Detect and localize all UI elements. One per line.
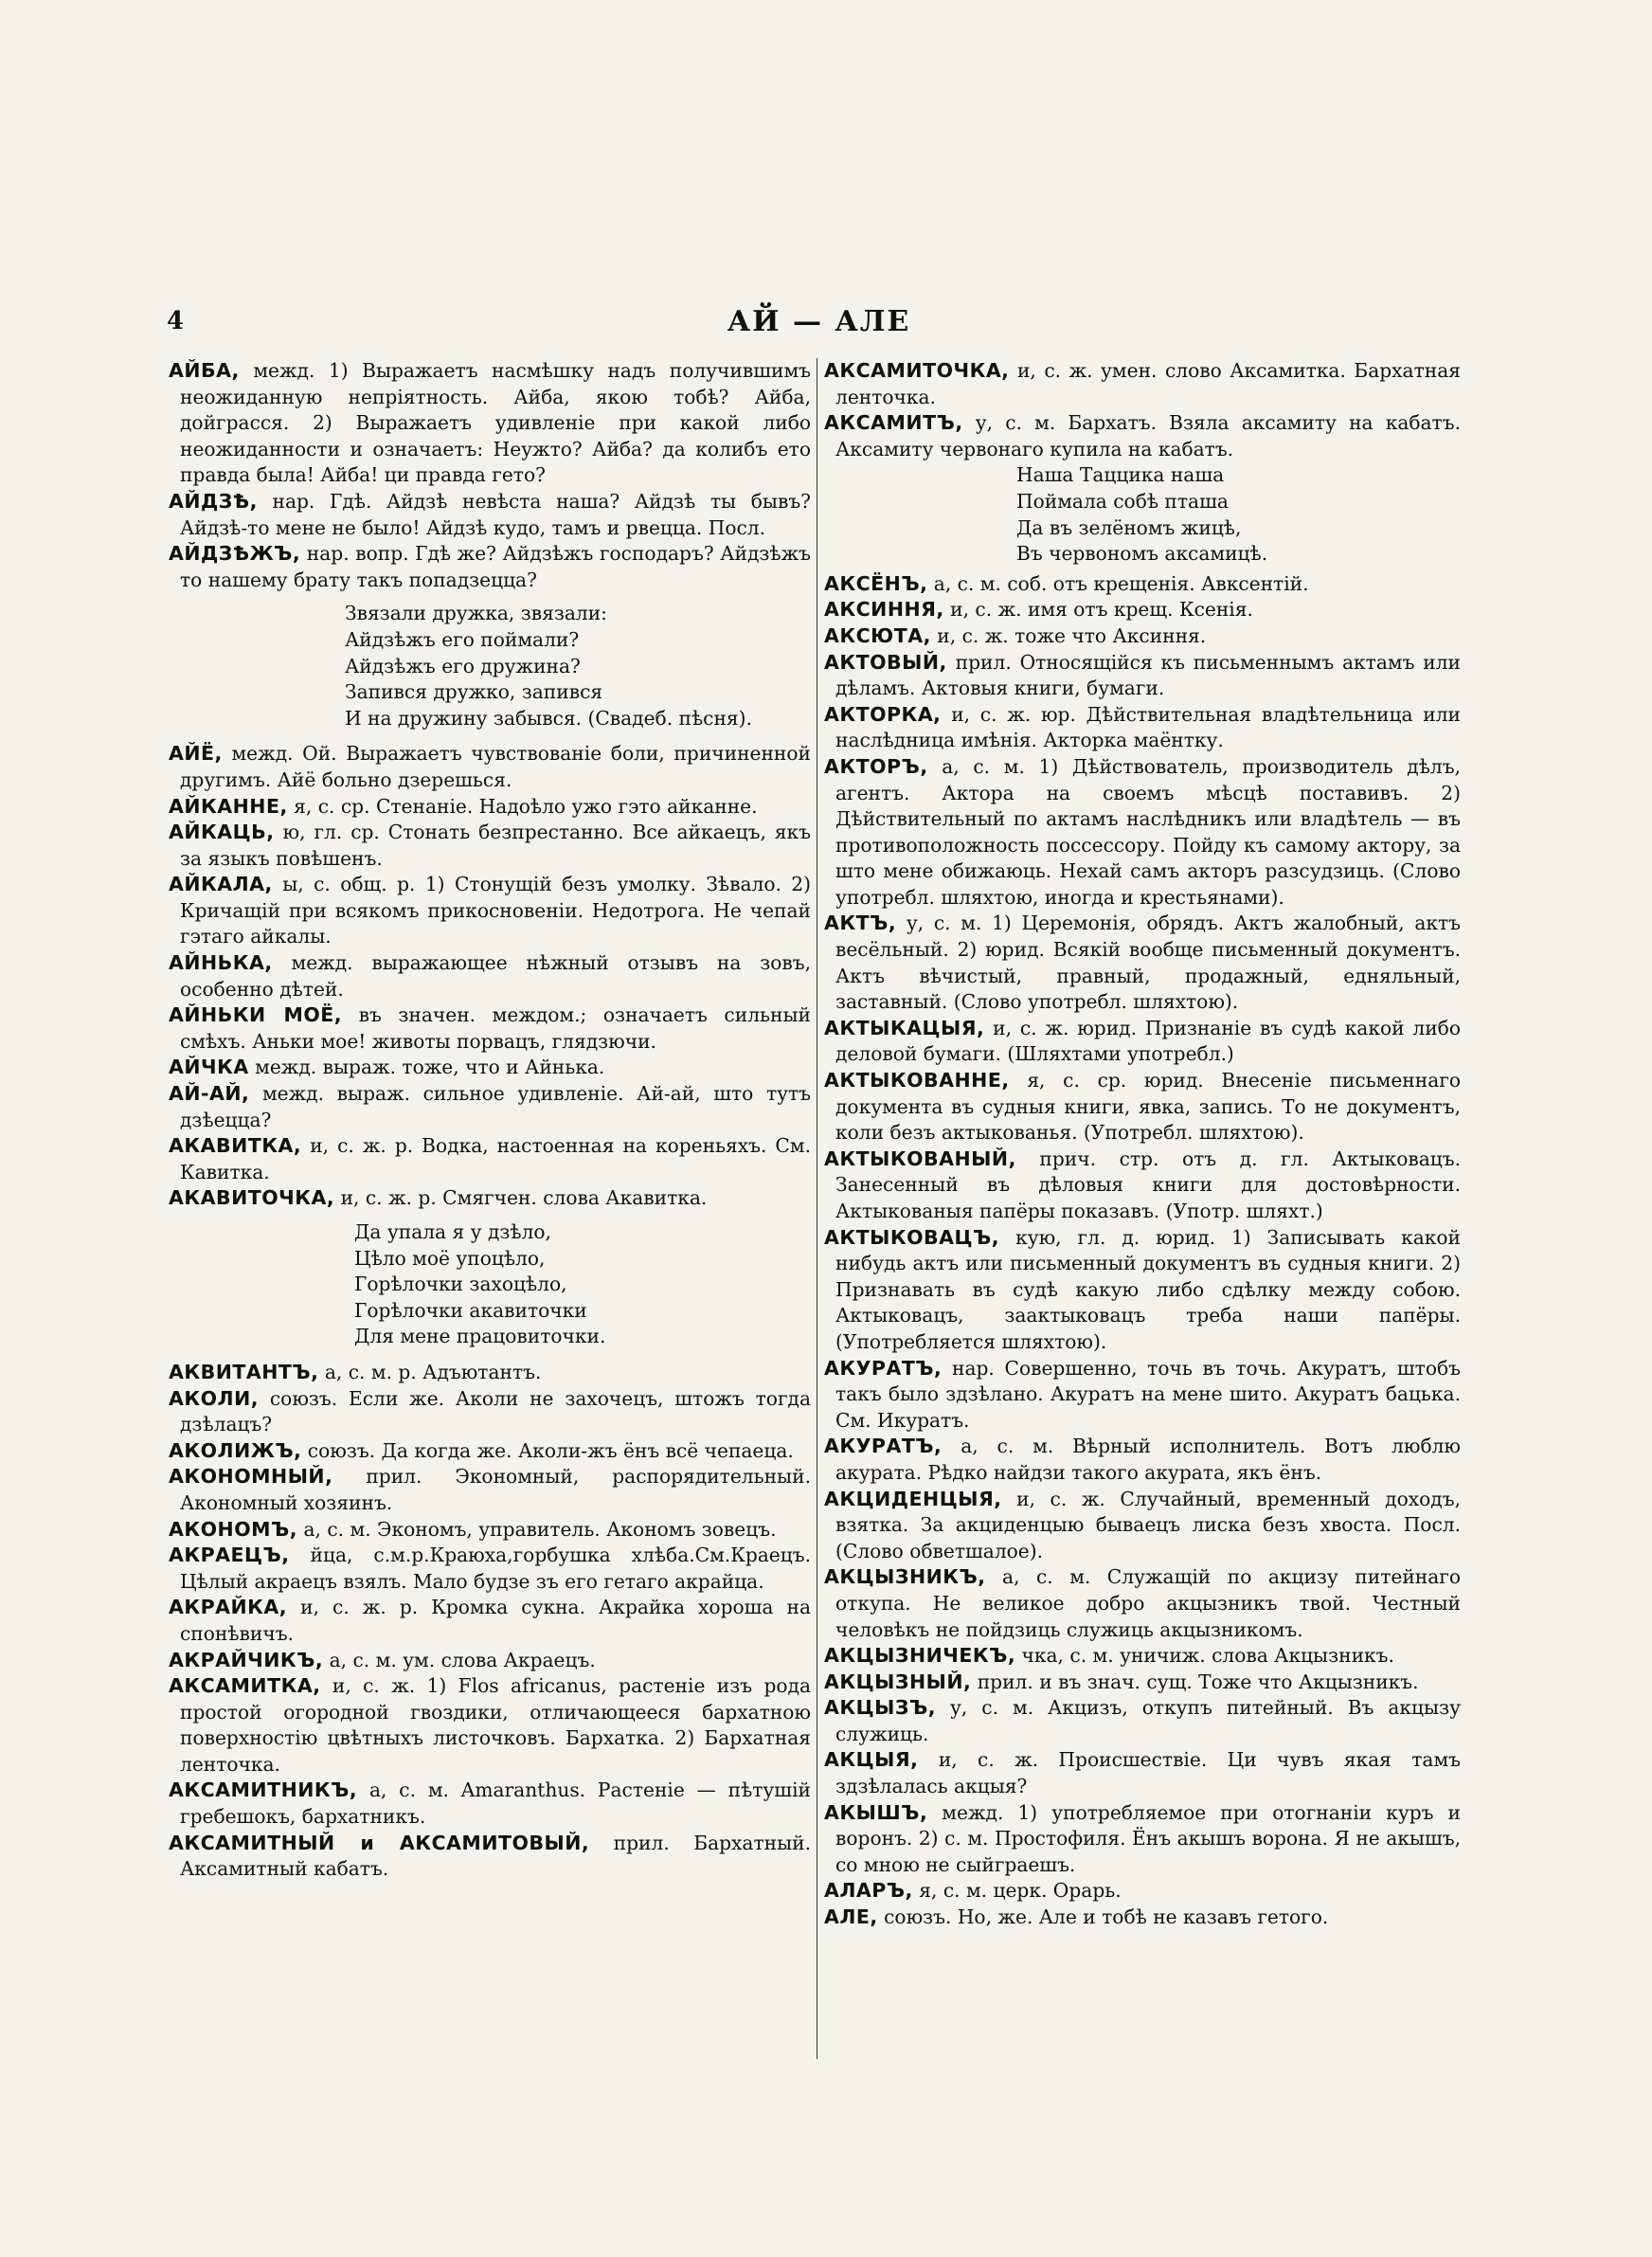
dictionary-entry: [824, 1356, 1461, 1435]
definition-text: йца, с.м.р.Краюха,горбушка хлѣба.См.Краецъ. Цѣлый акраецъ взялъ. Мало будзе зъ его гетаго акрайца.: [180, 1544, 811, 1593]
definition-text: и, с. ж. 1) Flos africanus, растеніе изъ рода простой огородной гвоздики, отличающееся бархатною поверхностію цвѣтныхъ листочковъ. Бархатка. 2) Бархатная ленточка.: [180, 1674, 811, 1776]
definition-text: прил. Экономный, распорядительный. Акономный хозяинъ.: [180, 1465, 811, 1514]
verse-line: И на дружину забывся. (Свадеб. пѣсня).: [345, 706, 752, 730]
headword: АКСИННЯ,: [824, 598, 944, 622]
headword: АЙДЗѢ,: [169, 489, 258, 513]
dictionary-entry: [169, 1081, 811, 1133]
dictionary-entry: [824, 1643, 1461, 1670]
definition-text: межд. выражающее нѣжный отзывъ на зовъ, особенно дѣтей.: [180, 951, 811, 1001]
dictionary-entry: [169, 741, 811, 793]
definition-text: межд. Ой. Выражаетъ чувствованіе боли, причиненной другимъ. Айё больно дзерешься.: [180, 742, 811, 791]
headword: АЙКАННЕ,: [169, 794, 288, 818]
headword: АЙНЬКА,: [169, 951, 273, 975]
definition-text: и, с. ж. р. Водка, настоенная на кореньяхъ. См. Кавитка.: [180, 1134, 811, 1183]
headword: АКТОРЪ,: [824, 754, 928, 778]
headword: АКУРАТЪ,: [824, 1435, 943, 1458]
dictionary-entry: [824, 911, 1461, 1015]
dictionary-entry: [169, 1133, 811, 1185]
headword: АКТЪ,: [824, 912, 897, 935]
dictionary-entry: [824, 1695, 1461, 1747]
headword: АКОЛИ,: [169, 1386, 260, 1410]
headword: АЙКАЦЬ,: [169, 821, 275, 844]
headword: АКЦЫЗНИКЪ,: [824, 1565, 986, 1589]
headword: АКРАЙКА,: [169, 1596, 288, 1619]
verse-line: Звязали дружка, звязали:: [345, 602, 607, 625]
left-column: [169, 358, 811, 1883]
dictionary-entry: [169, 541, 811, 593]
dictionary-entry: [169, 820, 811, 872]
definition-text: у, с. м. Бархатъ. Взяла аксамиту на кабатъ. Аксамиту червонаго купила на кабатъ.: [835, 411, 1461, 460]
headword: АКСАМИТНИКЪ,: [169, 1779, 358, 1802]
dictionary-entry: [169, 794, 811, 821]
definition-text: а, с. м. р. Адъютантъ.: [318, 1360, 542, 1383]
running-title: АЙ — АЛЕ: [727, 305, 911, 338]
headword: АКАВИТОЧКА,: [169, 1186, 335, 1210]
verse-line: Айдзѣжъ его поймали?: [345, 627, 580, 651]
headword: АЙБА,: [169, 359, 240, 382]
dictionary-entry: [824, 1747, 1461, 1799]
dictionary-entry: [169, 1831, 811, 1883]
definition-text: а, с. м. Вѣрный исполнитель. Вотъ люблю акурата. Рѣдко найдзи такого акурата, якъ ёнъ.: [835, 1435, 1461, 1484]
dictionary-entry: [169, 1055, 811, 1081]
dictionary-entry: [824, 1434, 1461, 1486]
dictionary-entry: [824, 410, 1461, 462]
definition-text: чка, с. м. уничиж. слова Акцызникъ.: [1015, 1644, 1394, 1668]
dictionary-entry: [824, 1225, 1461, 1356]
definition-text: и, с. ж. р. Кромка сукна. Акрайка хороша на спонѣвичъ.: [180, 1596, 811, 1645]
verse-quote: [169, 601, 811, 731]
headword: АКТЫКОВАНЫЙ,: [824, 1147, 1016, 1170]
headword: АКТЫКОВАННЕ,: [824, 1069, 1010, 1092]
dictionary-entry: [824, 1905, 1461, 1931]
verse-line: Для мене працовиточки.: [354, 1325, 606, 1348]
dictionary-entry: [824, 702, 1461, 754]
headword: АКСЮТА,: [824, 623, 931, 647]
headword: АКСАМИТНЫЙ и АКСАМИТОВЫЙ,: [169, 1831, 590, 1854]
dictionary-entry: [824, 1878, 1461, 1905]
definition-text: союзъ. Если же. Аколи не захочецъ, штожъ тогда дзѣлацъ?: [180, 1386, 811, 1436]
dictionary-entry: [169, 1543, 811, 1595]
headword: АКТЫКОВАЦЪ,: [824, 1225, 1000, 1249]
definition-text: кую, гл. д. юрид. 1) Записывать какой нибудь актъ или письменный документъ въ судныя книги. 2) Признавать въ судѣ какую либо сдѣлку между собою. Актыковацъ, заактыковацъ треба наши папёры. (Употребляется шляхтою).: [835, 1225, 1461, 1353]
dictionary-entry: [824, 1487, 1461, 1565]
dictionary-entry: [824, 1016, 1461, 1068]
definition-text: а, с. м. Amaranthus. Растеніе — пѣтушій гребешокъ, бархатникъ.: [180, 1779, 811, 1829]
dictionary-entry: [169, 1360, 811, 1386]
headword: АЙЁ,: [169, 742, 223, 766]
headword: АЙНЬКИ МОЁ,: [169, 1003, 343, 1027]
verse-line: Цѣло моё упоцѣло,: [354, 1246, 546, 1270]
definition-text: нар. Совершенно, точь въ точь. Акуратъ, штобъ такъ было здзѣлано. Акуратъ на мене шито. Акуратъ бацька. См. Икуратъ.: [835, 1356, 1461, 1432]
headword: АЙДЗѢЖЪ,: [169, 542, 301, 566]
dictionary-entry: [169, 1673, 811, 1778]
definition-text: союзъ. Но, же. Але и тобѣ не казавъ гетого.: [877, 1905, 1329, 1929]
headword: АКРАЕЦЪ,: [169, 1544, 290, 1567]
headword: АКЦЫЗЪ,: [824, 1696, 936, 1720]
definition-text: и, с. ж. Происшествіе. Ци чувъ якая тамъ здзѣлалась акцыя?: [835, 1748, 1461, 1798]
verse-line: Да упала я у дзѣло,: [354, 1220, 551, 1243]
definition-text: межд. выраж. тоже, что и Айнька.: [248, 1056, 605, 1079]
definition-text: и, с. ж. р. Смягчен. слова Акавитка.: [334, 1186, 708, 1210]
dictionary-entry: [169, 1778, 811, 1830]
dictionary-entry: [169, 950, 811, 1002]
dictionary-entry: [169, 1517, 811, 1544]
definition-text: а, с. м. 1) Дѣйствователь, производитель дѣлъ, агентъ. Актора на своемъ мѣсцѣ поставивъ. 2) Дѣйствительный по актамъ наслѣдникъ или владѣтель — въ противоположность поссессору. Пойду къ самому актору, за што мене обижаюць. Нехай самъ акторъ разсудзиць. (Слово употребл. шляхтою, иногда и крестьянами).: [835, 754, 1461, 909]
headword: АКСАМИТЪ,: [824, 411, 963, 435]
headword: АКЦИДЕНЦЫЯ,: [824, 1487, 1002, 1510]
headword: АКТЫКАЦЫЯ,: [824, 1016, 985, 1039]
definition-text: нар. Гдѣ. Айдзѣ невѣста наша? Айдзѣ ты бывъ? Айдзѣ-то мене не было! Айдзѣ кудо, тамъ и рвецца. Посл.: [180, 489, 811, 539]
dictionary-entry: [169, 489, 811, 541]
verse-line: Въ червономъ аксамицѣ.: [1016, 542, 1268, 566]
dictionary-entry: [824, 1670, 1461, 1696]
definition-text: межд. выраж. сильное удивленіе. Ай-ай, што тутъ дзѣецца?: [180, 1082, 811, 1131]
page-header: [163, 301, 1475, 343]
definition-text: ю, гл. ср. Стонать безпрестанно. Все айкаецъ, якъ за языкъ повѣшенъ.: [180, 821, 811, 870]
dictionary-entry: [169, 1002, 811, 1055]
dictionary-entry: [824, 1068, 1461, 1147]
verse-quote: [169, 1219, 811, 1350]
headword: АКОНОМНЫЙ,: [169, 1465, 333, 1489]
headword: АКЦЫЗНЫЙ,: [824, 1670, 972, 1693]
dictionary-entry: [824, 358, 1461, 410]
verse-line: Да въ зелёномъ жицѣ,: [1016, 515, 1242, 539]
headword: АЙЧКА: [169, 1056, 249, 1079]
definition-text: я, с. ср. Стенаніе. Надоѣло ужо гэто айканне.: [287, 794, 758, 818]
headword: АКСАМИТОЧКА,: [824, 359, 1010, 382]
dictionary-entry: [169, 1595, 811, 1647]
headword: АКРАЙЧИКЪ,: [169, 1648, 324, 1671]
dictionary-entry: [824, 623, 1461, 650]
headword: АКЦЫЯ,: [824, 1748, 919, 1772]
verse-quote: [824, 462, 1461, 567]
dictionary-entry: [169, 358, 811, 489]
dictionary-entry: [824, 597, 1461, 623]
definition-text: ы, с. общ. р. 1) Стонущій безъ умолку. Зѣвало. 2) Кричащій при всякомъ прикосновеніи. Недотрога. Не чепай гэтаго айкалы.: [180, 873, 811, 948]
headword: АКСЁНЪ,: [824, 571, 928, 595]
definition-text: прич. стр. отъ д. гл. Актыковацъ. Занесенный въ дѣловыя книги для достовѣрности. Актыкованыя папёры показавъ. (Употр. шляхт.): [835, 1147, 1461, 1222]
dictionary-entry: [824, 1147, 1461, 1225]
definition-text: межд. 1) Выражаетъ насмѣшку надъ получившимъ неожиданную непріятность. Айба, якою тобѣ? Айба, дойграсся. 2) Выражаетъ удивленіе при какой либо неожиданности и означаетъ: Неужто? Айба? да колибъ ето правда была! Айба! ци правда гето?: [180, 359, 811, 487]
headword: АКУРАТЪ,: [824, 1356, 943, 1380]
headword: АКЦЫЗНИЧЕКЪ,: [824, 1644, 1016, 1668]
definition-text: я, с. м. церк. Орарь.: [912, 1879, 1122, 1903]
headword: АКСАМИТКА,: [169, 1674, 321, 1698]
dictionary-entry: [169, 872, 811, 950]
headword: АКЫШЪ,: [824, 1800, 928, 1824]
dictionary-entry: [169, 1386, 811, 1438]
dictionary-entry: [824, 1564, 1461, 1643]
dictionary-entry: [169, 1464, 811, 1516]
right-column: [824, 358, 1461, 1931]
headword: АЙ-АЙ,: [169, 1082, 250, 1106]
definition-text: въ значен. междом.; означаетъ сильный смѣхъ. Аньки мое! животы порвацъ, глядзючи.: [180, 1003, 811, 1053]
headword: АКОНОМЪ,: [169, 1517, 298, 1541]
definition-text: и, с. ж. тоже что Аксиння.: [930, 623, 1207, 647]
dictionary-entry: [169, 1185, 811, 1212]
definition-text: и, с. ж. юр. Дѣйствительная владѣтельница или наслѣдница имѣнія. Акторка маёнтку.: [835, 702, 1461, 752]
definition-text: прил. Бархатный. Аксамитный кабатъ.: [180, 1831, 812, 1881]
dictionary-entry: [824, 1800, 1461, 1879]
definition-text: у, с. м. 1) Церемонія, обрядъ. Актъ жалобный, актъ весёльный. 2) юрид. Всякій вообще письменный документъ. Актъ вѣчистый, правный, продажный, едняльный, заставный. (Слово употребл. шляхтою).: [835, 912, 1461, 1014]
definition-text: а, с. м. Служащій по акцизу питейнаго откупа. Не великое добро акцызникъ твой. Честный человѣкъ не пойдзиць служиць акцызникомъ.: [835, 1565, 1461, 1641]
definition-text: прил. Относящійся къ письменнымъ актамъ или дѣламъ. Актовыя книги, бумаги.: [835, 650, 1461, 700]
definition-text: а, с. м. ум. слова Акраецъ.: [323, 1648, 596, 1671]
definition-text: и, с. ж. Случайный, временный доходъ, взятка. За акциденцыю бываецъ лиска безъ хвоста. Посл. (Слово обветшалое).: [835, 1487, 1461, 1562]
dictionary-entry: [824, 571, 1461, 598]
headword: АКТОВЫЙ,: [824, 650, 947, 674]
dictionary-entry: [169, 1648, 811, 1674]
headword: АКОЛИЖЪ,: [169, 1438, 302, 1462]
verse-line: Горѣлочки акавиточки: [354, 1298, 587, 1322]
definition-text: у, с. м. Акцизъ, откупъ питейный. Въ акцызу служиць.: [835, 1696, 1461, 1745]
headword: АКАВИТКА,: [169, 1134, 302, 1158]
definition-text: а, с. м. Экономъ, управитель. Акономъ зовецъ.: [297, 1517, 777, 1541]
definition-text: нар. вопр. Гдѣ же? Айдзѣжъ господаръ? Айдзѣжъ то нашему брату такъ попадзецца?: [180, 542, 811, 591]
verse-line: Айдзѣжъ его дружина?: [345, 654, 581, 677]
verse-line: Наша Таццика наша: [1016, 463, 1225, 487]
page-number: 4: [167, 307, 185, 335]
dictionary-entry: [169, 1438, 811, 1465]
verse-line: Поймала собѣ пташа: [1016, 489, 1229, 513]
headword: АКВИТАНТЪ,: [169, 1360, 319, 1383]
definition-text: союзъ. Да когда же. Аколи-жъ ёнъ всё чепаеца.: [301, 1438, 794, 1462]
definition-text: а, с. м. соб. отъ крещенія. Авксентій.: [927, 571, 1309, 595]
definition-text: прил. и въ знач. сущ. Тоже что Акцызникъ.: [971, 1670, 1419, 1693]
headword: АЛЕ,: [824, 1905, 878, 1929]
definition-text: межд. 1) употребляемое при отогнаніи куръ и воронъ. 2) с. м. Простофиля. Ёнъ акышъ ворона. Я не акышъ, со мною не сыйграешъ.: [835, 1800, 1461, 1876]
definition-text: и, с. ж. умен. слово Аксамитка. Бархатная ленточка.: [835, 359, 1461, 408]
dictionary-entry: [824, 754, 1461, 912]
headword: АКТОРКА,: [824, 702, 942, 726]
definition-text: я, с. ср. юрид. Внесеніе письменнаго документа въ судныя книги, явка, запись. То не документъ, коли безъ актыкованья. (Употребл. шляхтою).: [835, 1069, 1461, 1145]
definition-text: и, с. ж. имя отъ крещ. Ксенія.: [943, 598, 1253, 622]
verse-line: Горѣлочки захоцѣло,: [354, 1273, 567, 1296]
headword: АЙКАЛА,: [169, 873, 273, 896]
definition-text: и, с. ж. юрид. Признаніе въ судѣ какой либо деловой бумаги. (Шляхтами употребл.): [835, 1016, 1461, 1066]
verse-line: Запився дружко, запився: [345, 680, 603, 704]
headword: АЛАРЪ,: [824, 1879, 913, 1903]
dictionary-entry: [824, 650, 1461, 702]
